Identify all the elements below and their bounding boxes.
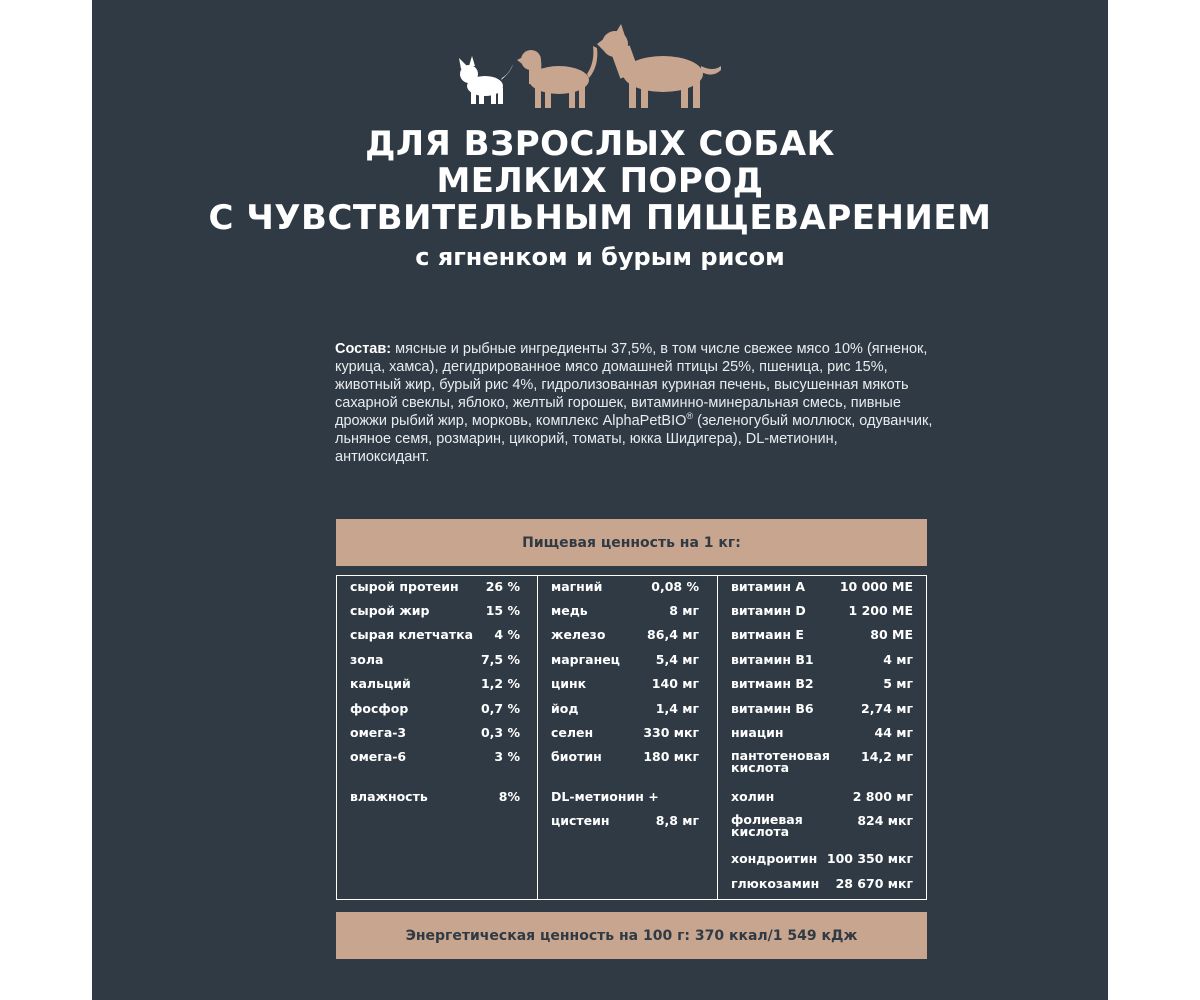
nutrient-value: 1 200 МЕ [848, 603, 913, 618]
nutrient-label: хондроитин [731, 851, 818, 866]
nutrient-label: влажность [350, 789, 428, 804]
nutrient-label: омега-3 [350, 725, 407, 740]
nutrient-row [731, 677, 913, 691]
nutrient-value: 5,4 мг [655, 652, 699, 667]
nutrient-row [731, 580, 913, 594]
nutrient-value: 824 мкг [857, 813, 913, 828]
nutrient-row [551, 653, 699, 667]
nutrient-row [731, 726, 913, 740]
nutrient-label: медь [551, 603, 588, 618]
nutrient-value: 1,4 мг [655, 701, 699, 716]
nutrient-label: йод [551, 701, 579, 716]
dog-size-icons [455, 22, 725, 112]
nutrient-value: 7,5 % [480, 652, 520, 667]
nutrient-row [551, 604, 699, 618]
nutrient-row [731, 604, 913, 618]
large-dog-icon [597, 24, 721, 108]
nutrient-label: витамин В1 [731, 652, 814, 667]
nutrient-row [350, 604, 520, 618]
nutrient-value: 330 мкг [643, 725, 699, 740]
nutrient-label: глюкозамин [731, 876, 820, 891]
nutrient-label: витмаин В2 [731, 676, 814, 691]
composition-body-end: (зеленогубый моллюск, одуванчик, льняное семя, розмарин, цикорий, томаты, юкка Шидигера), DL-метионин, антиоксидант. [335, 413, 933, 465]
nutrient-label: витамин D [731, 603, 806, 618]
nutrient-row [350, 653, 520, 667]
nutrient-row [350, 702, 520, 716]
nutrient-value: 100 350 мкг [826, 851, 913, 866]
nutrient-value: 0,08 % [651, 579, 699, 594]
product-subtitle: с ягненком и бурым рисом [415, 243, 785, 271]
nutrient-row [350, 750, 520, 764]
nutrient-label: кальций [350, 676, 411, 691]
composition-label: Состав: [335, 341, 392, 357]
nutrient-label: сырой протеин [350, 579, 459, 594]
nutrient-label: DL-метионин + [551, 789, 659, 804]
nutrient-value: 180 мкг [643, 749, 699, 764]
nutrient-row [551, 628, 699, 642]
nutrient-row [350, 790, 520, 804]
nutrient-label: цистеин [551, 813, 610, 828]
title-line: ДЛЯ ВЗРОСЛЫХ СОБАК [365, 124, 835, 164]
nutrient-row [731, 877, 913, 891]
nutrient-value: 8,8 мг [655, 813, 699, 828]
nutrient-value: 3 % [494, 749, 520, 764]
nutrient-row [551, 677, 699, 691]
nutrient-row [350, 580, 520, 594]
nutrient-value: 1,2 % [480, 676, 520, 691]
title-line: МЕЛКИХ ПОРОД [436, 161, 764, 201]
nutrient-row [350, 628, 520, 642]
medium-dog-icon [517, 46, 597, 108]
nutrient-value: 2,74 мг [861, 701, 913, 716]
nutrient-label: железо [551, 627, 606, 642]
nutrient-value: 0,3 % [480, 725, 520, 740]
nutrient-label: сырой жир [350, 603, 430, 618]
nutrient-row [551, 726, 699, 740]
nutrient-value: 0,7 % [480, 701, 520, 716]
nutrient-label: холин [731, 789, 775, 804]
nutrient-value: 80 МЕ [870, 627, 913, 642]
nutrient-row [350, 726, 520, 740]
nutrient-row [731, 814, 913, 837]
nutrient-label: селен [551, 725, 594, 740]
nutrient-value: 14,2 мг [861, 749, 913, 764]
registered-mark: ® [686, 411, 694, 422]
nutrient-value: 8% [498, 789, 520, 804]
column-divider [717, 575, 718, 900]
nutrient-label: цинк [551, 676, 587, 691]
product-title [92, 126, 1108, 237]
nutrient-row [731, 852, 913, 866]
column-divider [537, 575, 538, 900]
nutrient-row [551, 814, 699, 828]
nutrient-label: биотин [551, 749, 602, 764]
nutrient-label: витамин А [731, 579, 805, 594]
nutrient-value: 10 000 МЕ [839, 579, 913, 594]
composition-text [335, 340, 935, 466]
nutrient-value: 8 мг [669, 603, 699, 618]
nutrient-value: 28 670 мкг [835, 876, 913, 891]
small-dog-icon [459, 56, 513, 104]
nutrient-label: витмаин Е [731, 627, 804, 642]
nutrient-label: пантотеновая кислота [731, 748, 830, 775]
nutrient-value: 2 800 мг [852, 789, 913, 804]
nutrient-label: сырая клетчатка [350, 627, 474, 642]
nutrient-value: 5 мг [883, 676, 913, 691]
nutrient-label: зола [350, 652, 384, 667]
nutrient-row [551, 702, 699, 716]
nutrient-row [551, 750, 699, 764]
nutrient-value: 86,4 мг [647, 627, 699, 642]
nutrient-row [731, 750, 913, 773]
nutrient-row [551, 580, 699, 594]
title-line: С ЧУВСТВИТЕЛЬНЫМ ПИЩЕВАРЕНИЕМ [208, 198, 992, 238]
nutrition-header: Пищевая ценность на 1 кг: [336, 519, 927, 566]
nutrient-label: фолиевая кислота [731, 812, 803, 839]
nutrient-label: магний [551, 579, 603, 594]
nutrient-row [731, 702, 913, 716]
nutrient-row [731, 653, 913, 667]
nutrient-value: 44 мг [874, 725, 913, 740]
energy-value: Энергетическая ценность на 100 г: 370 ккал/1 549 кДж [336, 912, 927, 959]
nutrient-row [551, 790, 699, 804]
nutrient-value: 15 % [485, 603, 520, 618]
nutrient-label: витамин В6 [731, 701, 814, 716]
nutrient-value: 26 % [485, 579, 520, 594]
nutrient-label: марганец [551, 652, 620, 667]
composition-body: мясные и рыбные ингредиенты 37,5%, в том числе свежее мясо 10% (ягненок, курица, хамса), дегидрированное мясо домашней птицы 25%, пшеница, рис 15%, животный жир, бурый рис 4%, гидролизованная куриная печень, высушенная мякоть сахарной свеклы, яблоко, желтый горошек, витаминно-минеральная смесь, пивные дрожжи рыбий жир, морковь, комплекс AlphaPetBIO [335, 341, 928, 429]
nutrient-label: ниацин [731, 725, 784, 740]
nutrient-value: 4 мг [883, 652, 913, 667]
nutrient-value: 140 мг [651, 676, 699, 691]
nutrient-row [731, 790, 913, 804]
nutrient-label: омега-6 [350, 749, 407, 764]
nutrient-row [350, 677, 520, 691]
nutrient-row [731, 628, 913, 642]
nutrient-label: фосфор [350, 701, 409, 716]
nutrient-value: 4 % [494, 627, 520, 642]
